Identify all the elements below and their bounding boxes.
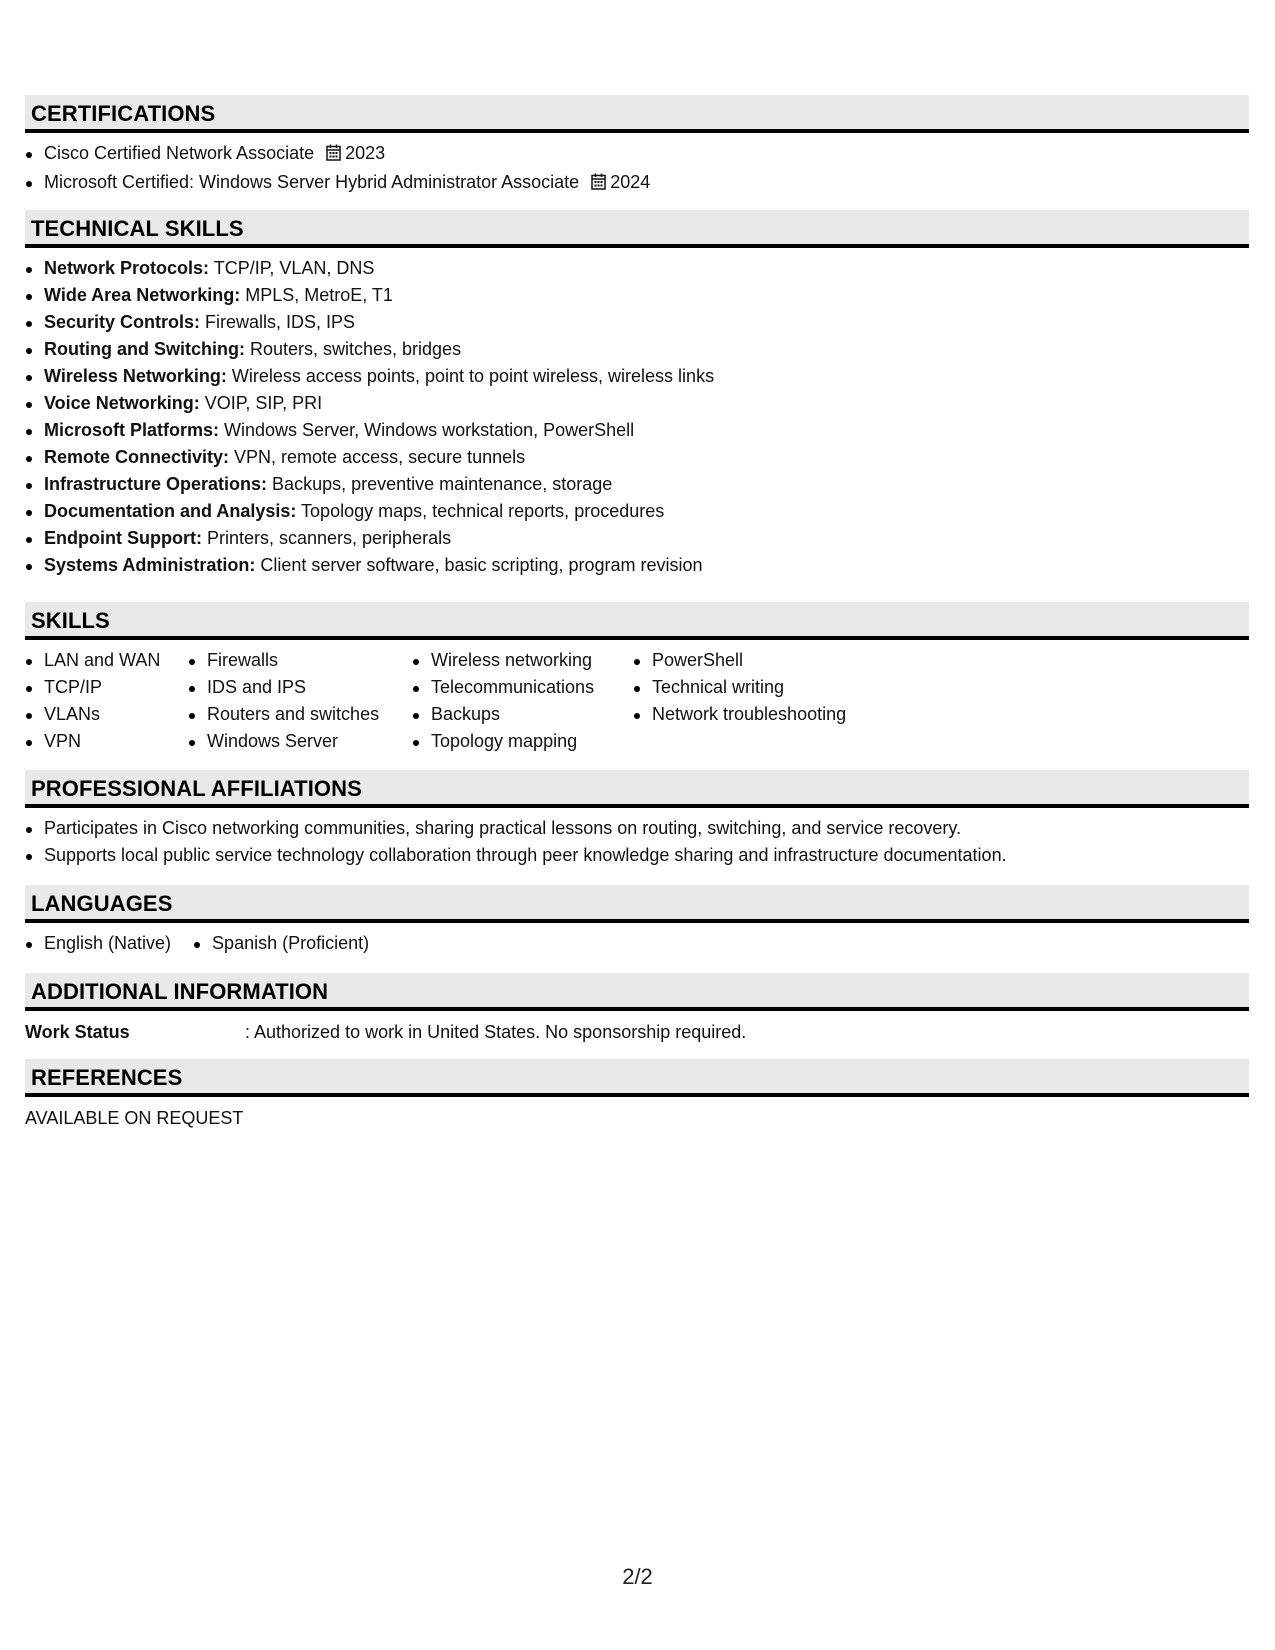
skill-item: Telecommunications bbox=[412, 674, 633, 701]
skill-category-label: Remote Connectivity: bbox=[44, 447, 230, 467]
skill-item: Routers and switches bbox=[188, 701, 412, 728]
certifications-heading: CERTIFICATIONS bbox=[25, 95, 1249, 133]
technical-skill-item bbox=[25, 552, 1249, 579]
skill-category-value: MPLS, MetroE, T1 bbox=[240, 285, 393, 305]
skill-item: IDS and IPS bbox=[188, 674, 412, 701]
certification-name: Microsoft Certified: Windows Server Hybrid Administrator Associate bbox=[44, 172, 580, 192]
skill-category-label: Systems Administration: bbox=[44, 555, 256, 575]
work-status-value: : Authorized to work in United States. No sponsorship required. bbox=[245, 1022, 747, 1042]
skill-category-value: Routers, switches, bridges bbox=[244, 339, 462, 359]
skill-category-value: Backups, preventive maintenance, storage bbox=[267, 474, 613, 494]
technical-skill-item bbox=[25, 525, 1249, 552]
language-item: English (Native) bbox=[25, 930, 171, 957]
languages-heading: LANGUAGES bbox=[25, 885, 1249, 923]
skill-category-value: Firewalls, IDS, IPS bbox=[200, 312, 356, 332]
skill-category-label: Endpoint Support: bbox=[44, 528, 202, 548]
skill-item: Windows Server bbox=[188, 728, 412, 755]
page-number: 2/2 bbox=[622, 1564, 653, 1589]
certification-name: Cisco Certified Network Associate bbox=[44, 143, 315, 163]
skill-item: Network troubleshooting bbox=[633, 701, 873, 728]
skill-item: TCP/IP bbox=[25, 674, 188, 701]
certification-year: 2023 bbox=[345, 143, 386, 163]
skill-category-value: Client server software, basic scripting, program revision bbox=[255, 555, 703, 575]
calendar-icon bbox=[326, 142, 341, 169]
languages-section bbox=[25, 885, 1249, 973]
technical-skill-item bbox=[25, 444, 1249, 471]
skill-category-value: Topology maps, technical reports, procedures bbox=[296, 501, 665, 521]
work-status-label: Work Status bbox=[25, 1022, 130, 1042]
technical-skill-item bbox=[25, 417, 1249, 444]
affiliations-list bbox=[25, 808, 1249, 887]
skill-category-label: Network Protocols: bbox=[44, 258, 210, 278]
skills-column bbox=[633, 647, 873, 755]
skills-heading: SKILLS bbox=[25, 602, 1249, 640]
skill-item: PowerShell bbox=[633, 647, 873, 674]
skill-category-value: Wireless access points, point to point wireless, wireless links bbox=[226, 366, 715, 386]
skill-item: Topology mapping bbox=[412, 728, 633, 755]
skill-item: Wireless networking bbox=[412, 647, 633, 674]
skill-category-label: Wide Area Networking: bbox=[44, 285, 241, 305]
additional-information-heading: ADDITIONAL INFORMATION bbox=[25, 973, 1249, 1011]
skills-column bbox=[412, 647, 633, 755]
technical-skills-heading: TECHNICAL SKILLS bbox=[25, 210, 1249, 248]
skill-category-value: VOIP, SIP, PRI bbox=[199, 393, 323, 413]
calendar-icon bbox=[591, 171, 606, 198]
technical-skills-list bbox=[25, 248, 1249, 597]
technical-skill-item bbox=[25, 255, 1249, 282]
skill-item: Firewalls bbox=[188, 647, 412, 674]
references-section bbox=[25, 1059, 1249, 1132]
skill-item: VLANs bbox=[25, 701, 188, 728]
resume-page bbox=[25, 95, 1249, 1132]
technical-skill-item bbox=[25, 390, 1249, 417]
skill-category-label: Documentation and Analysis: bbox=[44, 501, 297, 521]
skill-category-label: Routing and Switching: bbox=[44, 339, 245, 359]
affiliation-item: Supports local public service technology collaboration through peer knowledge sharing and infrastructure documentation. bbox=[25, 842, 1249, 869]
technical-skill-item bbox=[25, 498, 1249, 525]
affiliations-section bbox=[25, 770, 1249, 885]
skill-category-label: Security Controls: bbox=[44, 312, 201, 332]
skill-category-value: Windows Server, Windows workstation, PowerShell bbox=[219, 420, 635, 440]
skill-category-label: Microsoft Platforms: bbox=[44, 420, 220, 440]
skill-category-value: Printers, scanners, peripherals bbox=[201, 528, 452, 548]
skill-category-value: TCP/IP, VLAN, DNS bbox=[209, 258, 375, 278]
certifications-section bbox=[25, 95, 1249, 210]
work-status-row bbox=[25, 1011, 1249, 1046]
affiliation-item: Participates in Cisco networking communities, sharing practical lessons on routing, switching, and service recovery. bbox=[25, 815, 1249, 842]
references-text: AVAILABLE ON REQUEST bbox=[25, 1108, 244, 1128]
technical-skill-item bbox=[25, 336, 1249, 363]
technical-skill-item bbox=[25, 309, 1249, 336]
skills-column bbox=[25, 647, 188, 755]
skill-item: Backups bbox=[412, 701, 633, 728]
technical-skill-item bbox=[25, 363, 1249, 390]
language-item: Spanish (Proficient) bbox=[193, 930, 369, 957]
certification-item bbox=[25, 169, 1249, 198]
skill-item: VPN bbox=[25, 728, 188, 755]
skill-category-label: Voice Networking: bbox=[44, 393, 200, 413]
languages-list bbox=[25, 923, 1249, 957]
skills-section bbox=[25, 602, 1249, 770]
skill-category-value: VPN, remote access, secure tunnels bbox=[229, 447, 526, 467]
references-heading: REFERENCES bbox=[25, 1059, 1249, 1097]
certifications-list bbox=[25, 133, 1249, 216]
skills-column bbox=[188, 647, 412, 755]
skill-category-label: Wireless Networking: bbox=[44, 366, 227, 386]
technical-skill-item bbox=[25, 471, 1249, 498]
certification-item bbox=[25, 140, 1249, 169]
technical-skill-item bbox=[25, 282, 1249, 309]
skill-item: LAN and WAN bbox=[25, 647, 188, 674]
affiliations-heading: PROFESSIONAL AFFILIATIONS bbox=[25, 770, 1249, 808]
certification-year: 2024 bbox=[610, 172, 651, 192]
additional-information-section bbox=[25, 973, 1249, 1059]
skill-item: Technical writing bbox=[633, 674, 873, 701]
skill-category-label: Infrastructure Operations: bbox=[44, 474, 268, 494]
skills-grid bbox=[25, 640, 1249, 755]
technical-skills-section bbox=[25, 210, 1249, 602]
